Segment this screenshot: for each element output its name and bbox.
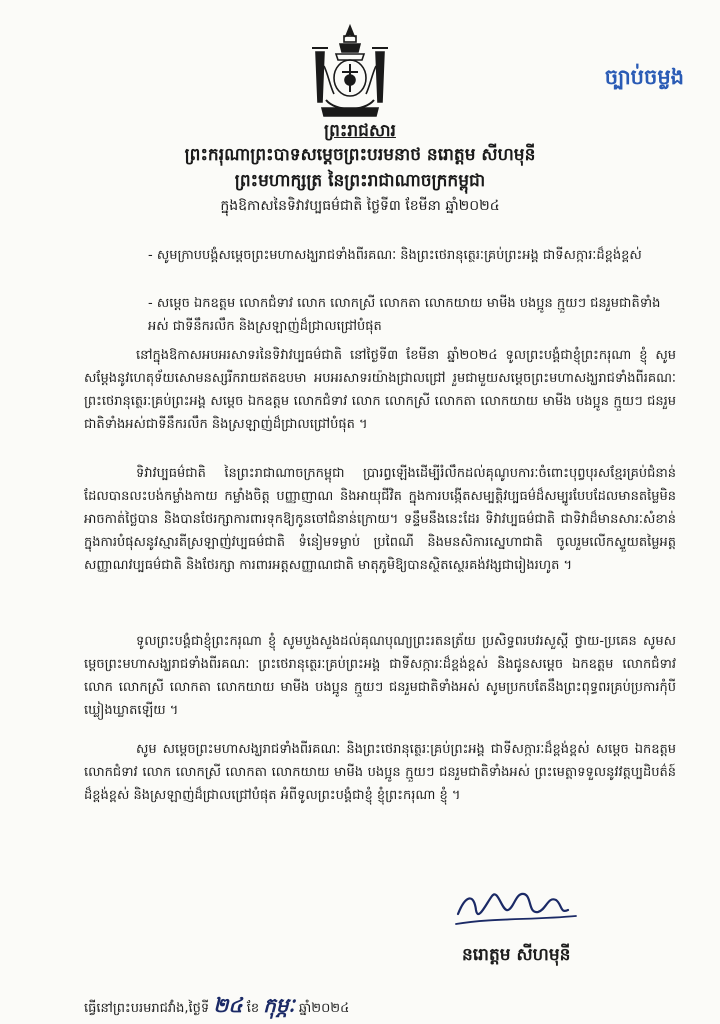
date-year: ឆ្នាំ២០២៤ <box>298 1001 350 1016</box>
sender-title: ព្រះករុណាព្រះបាទសម្តេចព្រះបរមនាថ នរោត្តម សីហមុនី <box>184 145 536 165</box>
copy-stamp-label: ច្បាប់ចម្លង <box>604 65 684 89</box>
occasion-subtitle: ក្នុងឱកាសនៃទិវាវប្បធម៌ជាតិ ថ្ងៃទី៣ ខែមីនា ឆ្នាំ២០២៤ <box>220 198 500 214</box>
date-line <box>84 992 349 1022</box>
body-paragraph-4: សូម សម្តេចព្រះមហាសង្ឃរាជទាំងពីរគណៈ និងព្រះថេរានុត្ថេរៈគ្រប់ព្រះអង្គ ជាទីសក្ការៈដ៏ខ្ពង់ខ្ពស់ សម្តេច ឯកឧត្តម លោកជំទាវ លោក លោកស្រី លោកតា លោកយាយ មាមីង បងប្អូន ក្មួយៗ ជនរួមជាតិទាំងអស់ ព្រះមេត្តាទទួលនូវវត្តប្បដិបត៌ន៍ដ៏ខ្ពង់ខ្ពស់ និងស្រឡាញ់ដ៏ជ្រាលជ្រៅបំផុត អំពីទូលព្រះបង្គំជាខ្ញុំ ខ្ញុំព្រះករុណា ខ្ញុំ ។ <box>84 742 676 803</box>
letter-title: ព្រះរាជសារ <box>324 121 396 141</box>
addressee-line-2: - សម្តេច ឯកឧត្តម លោកជំទាវ លោក លោកស្រី លោកតា លោកយាយ មាមីង បងប្អូន ក្មួយៗ ជនរួមជាតិទាំងអស់ ជាទីនឹករលឹក និងស្រឡាញ់ដ៏ជ្រាលជ្រៅបំផុត <box>148 296 661 334</box>
signatory-name: នរោត្តម សីហមុនី <box>462 945 571 965</box>
handwritten-signature <box>452 876 582 932</box>
body-paragraph-2: ទិវាវប្បធម៌ជាតិ នៃព្រះរាជាណាចក្រកម្ពុជា ប្រារព្ធឡើងដើម្បីរំលឹកដល់គុណូបការៈចំពោះបុព្វបុរសខ្មែរគ្រប់ជំនាន់ ដែលបានលះបង់កម្លាំងកាយ កម្លាំងចិត្ត បញ្ញាញាណ និងអាយុជីវិត ក្នុងការបង្កើតសម្បត្តិវប្បធម៌ដ៏សម្បូរបែបដែលមានតម្លៃមិនអាចកាត់ថ្លៃបាន និងបានថែរក្សាការពារទុកឱ្យកូនចៅជំនាន់ក្រោយ។ ទន្ទឹមនឹងនេះដែរ ទិវាវប្បធម៌ជាតិ ជាទិវាដ៏មានសារៈសំខាន់ក្នុងការបំផុសនូវស្មារតីស្រឡាញ់វប្បធម៌ជាតិ ទំនៀមទម្លាប់ ប្រពៃណី និងមនសិការស្នេហាជាតិ ចូលរួមលើកស្ទួយតម្លៃអត្តសញ្ញាណវប្បធម៌ជាតិ និងថែរក្សា ការពារអត្តសញ្ញាណជាតិ មាតុភូមិឱ្យបានស្ថិតស្ថេរគង់វង្សជារៀងរហូត ។ <box>84 466 676 573</box>
date-prefix: ធ្វើនៅព្រះបរមរាជវាំង,ថ្ងៃទី <box>84 1001 210 1016</box>
sender-role: ព្រះមហាក្សត្រ នៃព្រះរាជាណាចក្រកម្ពុជា <box>234 171 486 191</box>
body-paragraph-3: ទូលព្រះបង្គំជាខ្ញុំព្រះករុណា ខ្ញុំ សូមបួងសួងដល់គុណបុណ្យព្រះរតនត្រ័យ ប្រសិទ្ធពរបវរសួស្តី ថ្វាយ-ប្រគេន សូមសម្តេចព្រះមហាសង្ឃរាជទាំងពីរគណៈ ព្រះថេរានុត្ថេរៈគ្រប់ព្រះអង្គ ជាទីសក្ការៈដ៏ខ្ពង់ខ្ពស់ និងជូនសម្តេច ឯកឧត្តម លោកជំទាវ លោក លោកស្រី លោកតា លោកយាយ មាមីង បងប្អូន ក្មួយៗ ជនរួមជាតិទាំងអស់ សូមប្រកបតែនឹងព្រះពុទ្ធពរគ្រប់ប្រការកុំបីឃ្លៀងឃ្លាតឡើយ ។ <box>84 634 676 718</box>
date-day-handwritten: ២៤ <box>213 993 243 1017</box>
body-paragraph-1: នៅក្នុងឱកាសអបអរសាទរនៃទិវាវប្បធម៌ជាតិ នៅថ្ងៃទី៣ ខែមីនា ឆ្នាំ២០២៤ ទូលព្រះបង្គំជាខ្ញុំព្រះករុណា ខ្ញុំ សូមសម្តែងនូវហេតុទ័យសោមនស្សរីករាយឥតឧបមា អបអរសាទរយ៉ាងជ្រាលជ្រៅ រួមជាមួយសម្តេចព្រះមហាសង្ឃរាជទាំងពីរគណៈ ព្រះថេរានុត្ថេរៈគ្រប់ព្រះអង្គ សម្តេច ឯកឧត្តម លោកជំទាវ លោក លោកស្រី លោកតា លោកយាយ មាមីង បងប្អូន ក្មួយៗ ជនរួមជាតិទាំងអស់ជាទីនឹករលឹក និងស្រឡាញ់ដ៏ជ្រាលជ្រៅបំផុត ។ <box>84 348 676 432</box>
date-month-handwritten: កុម្ភៈ <box>263 993 295 1017</box>
royal-coat-of-arms-emblem <box>306 22 394 120</box>
addressee-line-1: - សូមក្រាបបង្គំសម្តេចព្រះមហាសង្ឃរាជទាំងពីរគណៈ និងព្រះថេរានុត្ថេរៈគ្រប់ព្រះអង្គ ជាទីសក្ការៈដ៏ខ្ពង់ខ្ពស់ <box>148 248 642 263</box>
date-month-label: ខែ <box>246 1001 260 1016</box>
